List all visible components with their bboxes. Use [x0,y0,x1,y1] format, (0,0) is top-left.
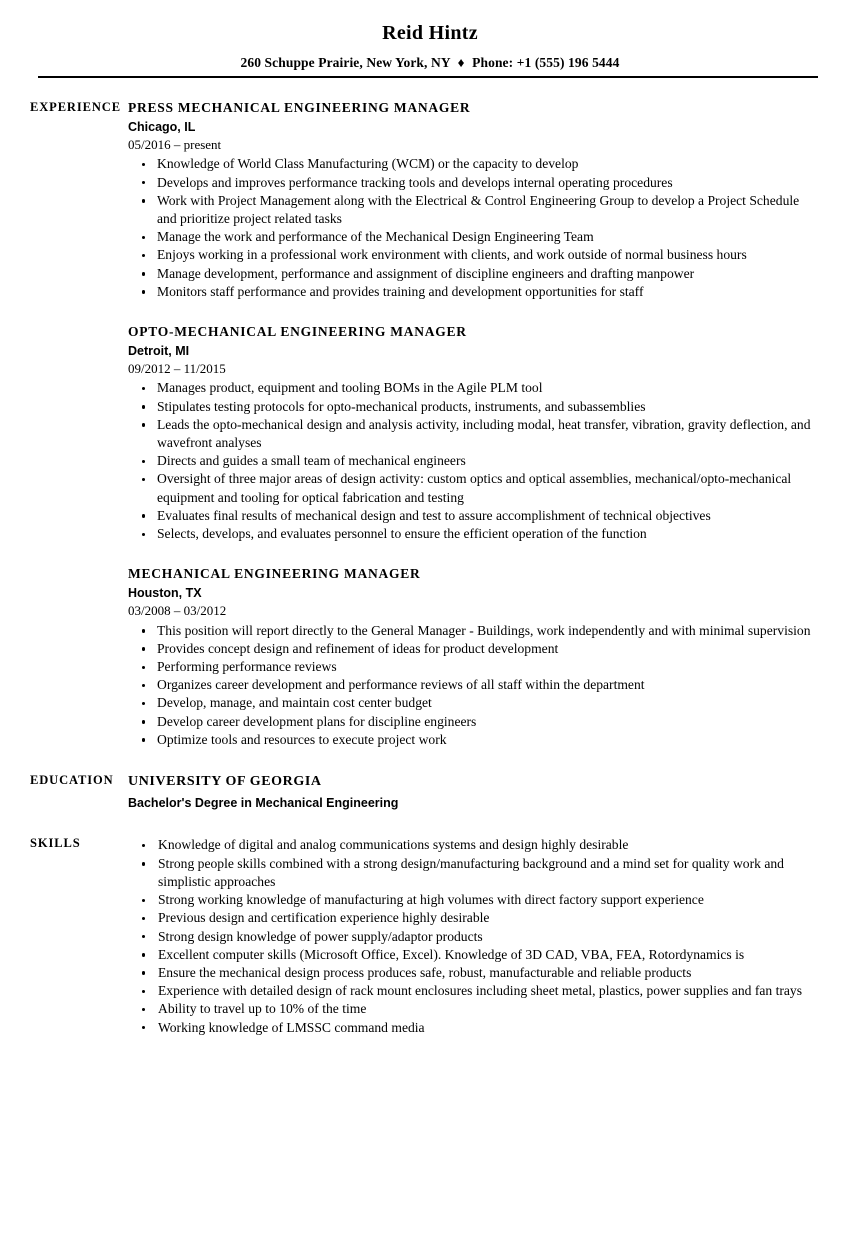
education-section [0,773,860,811]
bullet-item: Manages product, equipment and tooling BOMs in the Agile PLM tool [128,379,818,397]
bullet-item: Ability to travel up to 10% of the time [128,1000,818,1018]
bullet-item: Develops and improves performance tracking tools and develops internal operating procedures [128,174,818,192]
bullet-item: Leads the opto-mechanical design and analysis activity, including modal, heat transfer, vibration, gravity deflection, and wavefront analyses [128,416,818,452]
job-entry [128,566,818,749]
job-title: PRESS MECHANICAL ENGINEERING MANAGER [128,100,471,115]
resume-header [0,0,860,78]
bullet-item: Ensure the mechanical design process produces safe, robust, manufacturable and reliable products [128,964,818,982]
job-location: Houston, TX [128,586,202,601]
bullet-item: Evaluates final results of mechanical design and test to assure accomplishment of technical objectives [128,507,818,525]
job-dates: 05/2016 – present [128,136,222,152]
job-entry [128,100,818,301]
bullet-item: Strong working knowledge of manufacturing at high volumes with direct factory support experience [128,891,818,909]
school-name: UNIVERSITY OF GEORGIA [128,774,322,790]
section-label-experience: EXPERIENCE [30,100,121,114]
bullet-item: Develop, manage, and maintain cost center budget [128,694,818,712]
skills-body [128,836,860,1036]
job-dates: 09/2012 – 11/2015 [128,360,226,376]
bullet-item: Organizes career development and performance reviews of all staff within the department [128,676,818,694]
bullet-item: Directs and guides a small team of mechanical engineers [128,452,818,470]
job-entry [128,324,818,543]
job-location: Detroit, MI [128,343,190,358]
diamond-separator-icon: ♦ [457,55,465,70]
bullet-item: Optimize tools and resources to execute project work [128,731,818,749]
job-bullet-list [128,155,818,301]
education-body [128,773,860,811]
address-text: 260 Schuppe Prairie, New York, NY [240,55,451,70]
experience-body [128,100,860,749]
skills-section [0,836,860,1036]
bullet-item: Selects, develops, and evaluates personnel to ensure the efficient operation of the function [128,525,818,543]
job-location: Chicago, IL [128,119,196,134]
bullet-item: Excellent computer skills (Microsoft Office, Excel). Knowledge of 3D CAD, VBA, FEA, Rotordynamics is [128,946,818,964]
bullet-item: Knowledge of World Class Manufacturing (WCM) or the capacity to develop [128,155,818,173]
bullet-item: Working knowledge of LMSSC command media [128,1019,818,1037]
bullet-item: Manage the work and performance of the Mechanical Design Engineering Team [128,228,818,246]
bullet-item: Performing performance reviews [128,658,818,676]
education-entry [128,773,818,811]
bullet-item: Experience with detailed design of rack mount enclosures including sheet metal, plastics, power supplies and fan trays [128,982,818,1000]
bullet-item: Enjoys working in a professional work environment with clients, and work outside of normal business hours [128,246,818,264]
job-title: OPTO-MECHANICAL ENGINEERING MANAGER [128,324,467,340]
candidate-name: Reid Hintz [382,22,478,44]
bullet-item: Knowledge of digital and analog communications systems and design highly desirable [128,836,818,854]
bullet-item: Monitors staff performance and provides training and development opportunities for staff [128,283,818,301]
phone-text: Phone: +1 (555) 196 5444 [472,55,620,70]
bullet-item: Previous design and certification experience highly desirable [128,909,818,927]
section-label-education: EDUCATION [30,773,114,788]
bullet-item: Stipulates testing protocols for opto-mechanical products, instruments, and subassemblies [128,398,818,416]
bullet-item: Work with Project Management along with the Electrical & Control Engineering Group to develop a Project Schedule and prioritize project related tasks [128,192,818,228]
skills-bullet-list [128,836,818,1036]
section-label-skills: SKILLS [30,836,81,851]
bullet-item: This position will report directly to the General Manager - Buildings, work independently and with minimal supervision [128,622,818,640]
bullet-item: Manage development, performance and assignment of discipline engineers and drafting manpower [128,265,818,283]
bullet-item: Strong design knowledge of power supply/adaptor products [128,928,818,946]
experience-section [0,100,860,749]
bullet-item: Oversight of three major areas of design activity: custom optics and optical assemblies, mechanical/opto-mechanical equipment and tooling for optical fabrication and testing [128,470,818,506]
job-title: MECHANICAL ENGINEERING MANAGER [128,566,421,582]
bullet-item: Strong people skills combined with a strong design/manufacturing background and a mind set for quality work and simplistic approaches [128,855,818,891]
bullet-item: Provides concept design and refinement of ideas for product development [128,640,818,658]
contact-line [0,55,860,71]
header-divider [38,76,818,78]
job-bullet-list [128,379,818,543]
job-dates: 03/2008 – 03/2012 [128,602,227,618]
job-bullet-list [128,622,818,749]
degree-title: Bachelor's Degree in Mechanical Engineering [128,796,399,811]
bullet-item: Develop career development plans for discipline engineers [128,713,818,731]
